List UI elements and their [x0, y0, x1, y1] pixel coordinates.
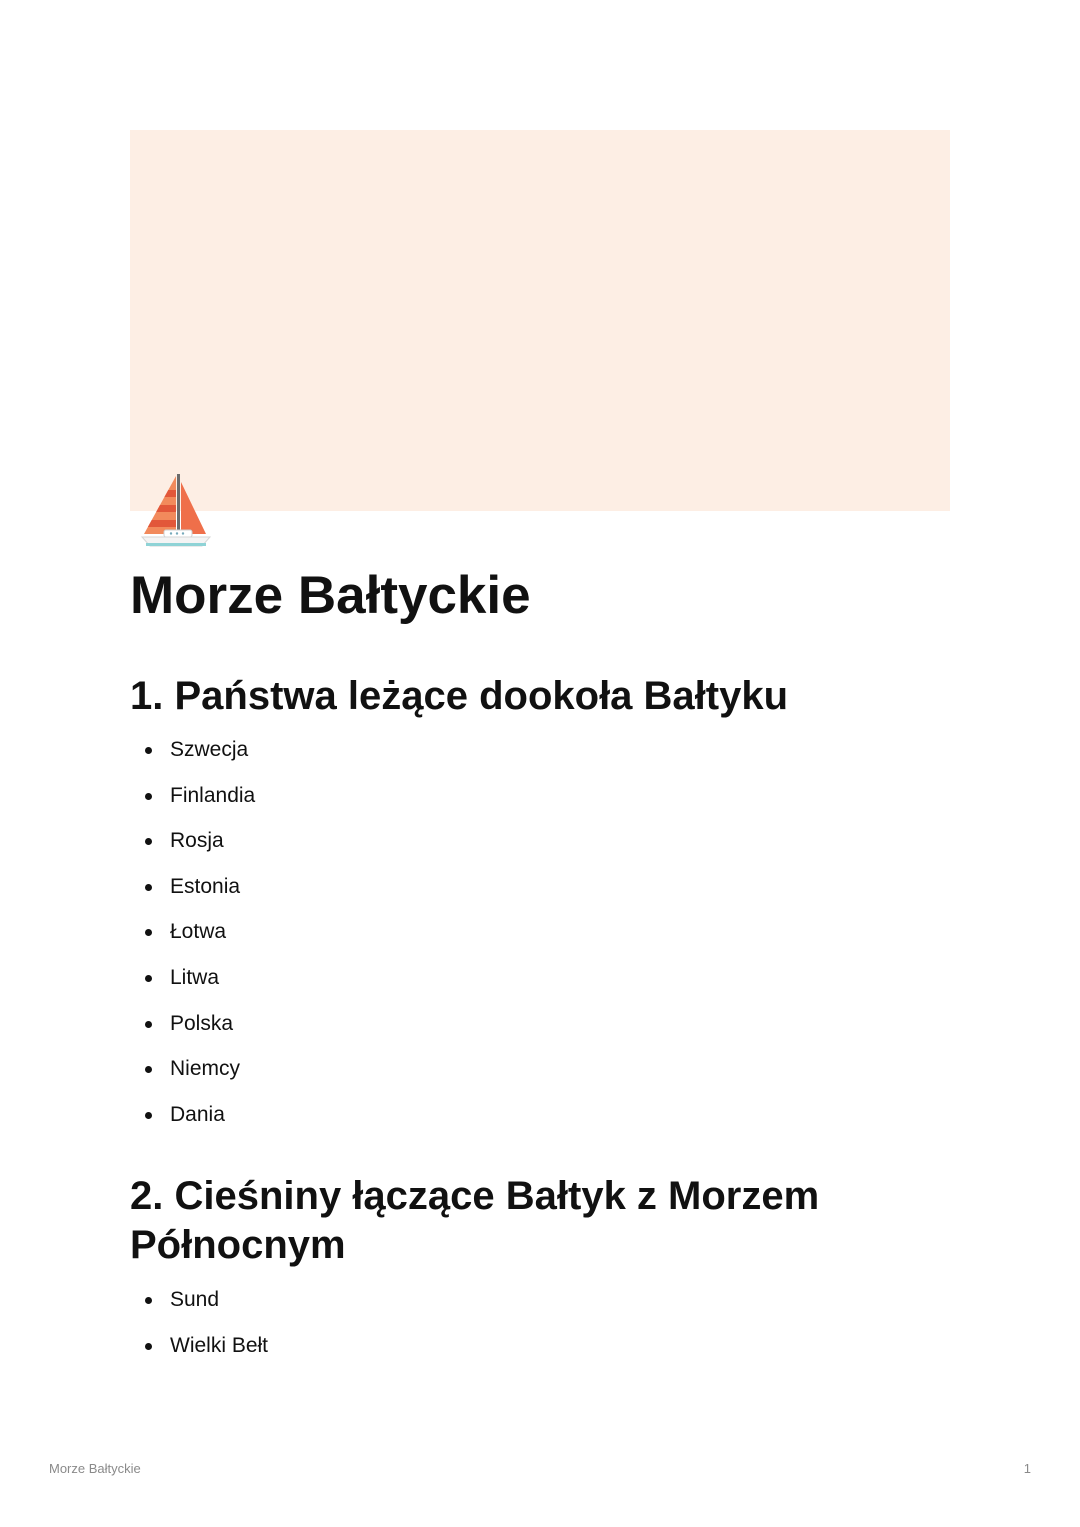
list-item — [130, 864, 255, 910]
bullet-icon — [145, 884, 152, 891]
list-item-label: Finlandia — [170, 783, 256, 807]
list-item — [130, 955, 255, 1001]
bullet-icon — [145, 1297, 152, 1304]
countries-list — [130, 727, 255, 1137]
cover-banner — [130, 130, 950, 511]
bullet-icon — [145, 1066, 152, 1073]
bullet-icon — [145, 1343, 152, 1350]
list-item-label: Litwa — [170, 965, 220, 989]
list-item — [130, 1277, 268, 1323]
list-item-label: Sund — [170, 1288, 220, 1311]
page-title: Morze Bałtyckie — [130, 566, 531, 625]
footer-page-number: 1 — [1023, 1461, 1031, 1476]
list-item — [130, 727, 255, 773]
straits-list — [130, 1277, 268, 1368]
list-item-label: Wielki Bełt — [170, 1333, 269, 1357]
list-item — [130, 773, 255, 819]
list-item-label: Rosja — [170, 829, 224, 853]
list-item — [130, 909, 255, 955]
footer-doc-name: Morze Bałtyckie — [49, 1461, 141, 1476]
bullet-icon — [145, 1021, 152, 1028]
bullet-icon — [145, 1112, 152, 1119]
bullet-icon — [145, 793, 152, 800]
list-item — [130, 1001, 255, 1047]
section-heading-straits: 2. Cieśniny łączące Bałtyk z Morzem Północnym — [130, 1174, 820, 1267]
bullet-icon — [145, 929, 152, 936]
list-item-label: Niemcy — [170, 1057, 241, 1081]
bullet-icon — [145, 747, 152, 754]
list-item-label: Polska — [170, 1011, 234, 1035]
bullet-icon — [145, 975, 152, 982]
list-item-label: Łotwa — [170, 920, 227, 944]
list-item — [130, 1323, 268, 1369]
list-item-label: Dania — [170, 1102, 225, 1126]
section-heading-countries: 1. Państwa leżące dookoła Bałtyku — [130, 674, 789, 718]
list-item — [130, 1046, 255, 1092]
list-item-label: Szwecja — [170, 738, 249, 761]
list-item — [130, 818, 255, 864]
bullet-icon — [145, 838, 152, 845]
list-item — [130, 1092, 255, 1138]
list-item-label: Estonia — [170, 874, 241, 898]
sailboat-icon — [140, 472, 212, 552]
